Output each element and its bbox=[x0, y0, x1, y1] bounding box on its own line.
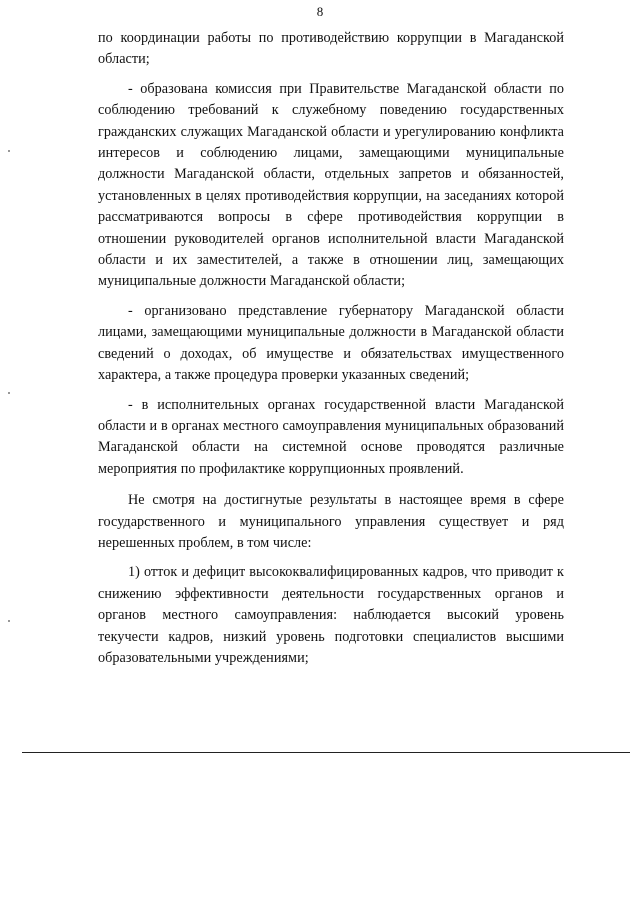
paragraph-unresolved-problems: Не смотря на достигнутые результаты в настоящее время в сфере государственного и муниципального управления существует и ряд нерешенных проблем, в том числе: bbox=[98, 492, 564, 551]
scan-artifact bbox=[8, 150, 10, 152]
paragraph-income-declarations: - организовано представление губернатору Магаданской области лицами, замещающими муниципальные должности в Магаданской области сведений о доходах, об имуществе и обязательствах имущественного характера, а также процедура проверки указанных сведений; bbox=[98, 302, 564, 384]
bottom-divider-line bbox=[22, 752, 630, 753]
document-body bbox=[98, 28, 564, 669]
paragraph-continuation: по координации работы по противодействию коррупции в Магаданской области; bbox=[98, 30, 564, 68]
scan-artifact bbox=[8, 392, 10, 394]
scan-artifact bbox=[8, 620, 10, 622]
paragraph-prevention-measures: - в исполнительных органах государственной власти Магаданской области и в органах местного самоуправления муниципальных образований Магаданской области на системной основе проводятся различные мероприятия по профилактике коррупционных проявлений. bbox=[98, 396, 564, 477]
paragraph-commission: - образована комиссия при Правительстве Магаданской области по соблюдению требований к служебному поведению государственных гражданских служащих Магаданской области и урегулированию конфликта интересов и соблюдению лицами, замещающими муниципальные должности Магаданской области, отдельных запретов и обязанностей, установленных в целях противодействия коррупции, на заседаниях которой рассматриваются вопросы в сфере противодействия коррупции в отношении руководителей органов исполнительной власти Магаданской области и их заместителей, а также в отношении лиц, замещающих муниципальные должности Магаданской области; bbox=[98, 80, 564, 290]
paragraph-staff-shortage: 1) отток и дефицит высококвалифицированных кадров, что приводит к снижению эффективности деятельности государственных органов и органов местного самоуправления: наблюдается высокий уровень текучести кадров, низкий уровень подготовки специалистов высшими образовательными учреждениями; bbox=[98, 564, 564, 666]
page-number: 8 bbox=[316, 4, 324, 19]
